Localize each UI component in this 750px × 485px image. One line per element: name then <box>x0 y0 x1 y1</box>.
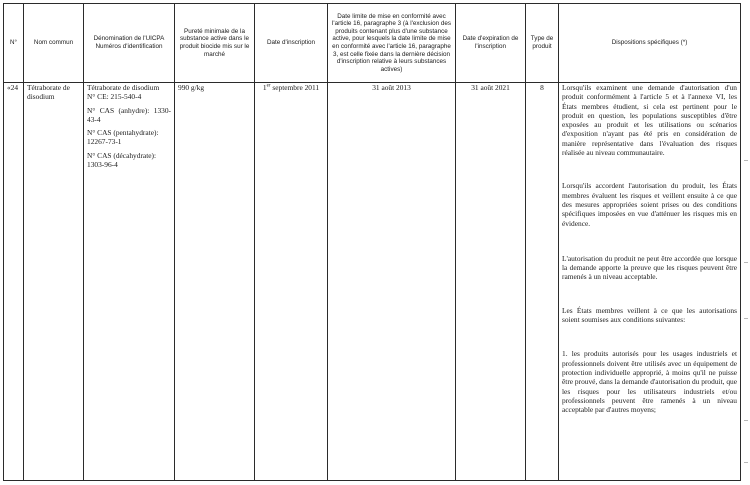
header-product-type: Type de produit <box>526 4 559 83</box>
header-expiry: Date d'expiration de l'inscription <box>456 4 526 83</box>
row-expiry <box>456 83 526 481</box>
header-row <box>4 4 741 83</box>
deadline-value: 31 août 2013 <box>372 83 411 92</box>
header-iupac: Dénomination de l'UICPA Numéros d'identification <box>84 4 175 83</box>
provision-paragraph: 1. les produits autorisés pour les usages industriels et professionnels doivent être utilisés avec un équipement de protection individuelle approprié, à moins qu'il ne puisse être prouvé, dans la demande d'autorisation du produit, que les risques pour les utilisateurs industriels et/ou professionnels peuvent être ramenés à un niveau acceptable par d'autres moyens; <box>562 349 737 415</box>
table-row <box>4 83 741 481</box>
expiry-value: 31 août 2021 <box>471 83 510 92</box>
header-deadline: Date limite de mise en conformité avec l'article 16, paragraphe 3 (à l'exclusion des produits contenant plus d'une substance active, pour lesquels la date limite de mise en conformité avec l'article 16, paragraphe 3, est celle fixée dans la dernière décision d'inscription relative à leurs substances actives) <box>328 4 456 83</box>
purity-value: 990 g/kg <box>178 83 205 92</box>
ce-number: N° CE: 215-540-4 <box>87 92 142 102</box>
header-provisions: Dispositions spécifiques (*) <box>559 4 741 83</box>
inclusion-rest: septembre 2011 <box>272 83 320 92</box>
iupac-name: Tétraborate de disodium <box>87 83 160 92</box>
inclusion-day-suffix: er <box>266 83 271 89</box>
margin-mark <box>744 262 748 263</box>
margin-mark <box>744 318 748 319</box>
row-deadline <box>328 83 456 481</box>
header-purity: Pureté minimale de la substance active dans le produit biocide mis sur le marché <box>175 4 255 83</box>
provision-paragraph: L'autorisation du produit ne peut être accordée que lorsque la demande apporte la preuve que les risques peuvent être ramenés à un niveau acceptable. <box>562 253 737 282</box>
margin-mark <box>744 160 748 161</box>
inclusion-day: 1 <box>262 83 267 92</box>
row-inclusion-date <box>255 83 328 481</box>
common-name-text: Tétraborate de disodium <box>27 83 70 102</box>
row-iupac <box>84 83 175 481</box>
header-num: N° <box>4 4 24 83</box>
cas-anhydre: N° CAS (anhydre): 1330-43-4 <box>87 105 171 124</box>
provision-paragraph: Lorsqu'ils accordent l'autorisation du produit, les États membres évaluent les risques et veillent ensuite à ce que des mesures appropriées soient prises ou des conditions spécifiques imposées en vue d'atténuer les risques mis en évidence. <box>562 181 737 228</box>
margin-mark <box>744 420 748 421</box>
row-purity <box>175 83 255 481</box>
provision-paragraph: Les États membres veillent à ce que les autorisations soient soumises aux conditions suivantes: <box>562 305 737 325</box>
row-provisions <box>559 83 741 481</box>
cas-pentahydrate: N° CAS (pentahydrate): 12267-73-1 <box>87 128 159 147</box>
row-product-type <box>526 83 559 481</box>
header-inclusion-date: Date d'inscription <box>255 4 328 83</box>
row-common-name <box>24 83 84 481</box>
regulation-table <box>3 3 741 481</box>
header-common-name: Nom commun <box>24 4 84 83</box>
row-num <box>4 83 24 481</box>
product-type-value: 8 <box>540 83 544 92</box>
provision-paragraph: Lorsqu'ils examinent une demande d'autorisation d'un produit conformément à l'article 5 et à l'annexe VI, les États membres étudient, si cela est pertinent pour le produit en question, les populations susceptibles d'être exposées au produit et les utilisations ou scénarios d'exposition n'ayant pas été pris en considération de manière représentative dans l'évaluation des risques réalisée au niveau communautaire. <box>562 83 737 158</box>
row-num-text: «24 <box>7 83 19 92</box>
cas-decahydrate: N° CAS (décahydrate): 1303-96-4 <box>87 150 157 170</box>
margin-mark <box>744 462 748 463</box>
